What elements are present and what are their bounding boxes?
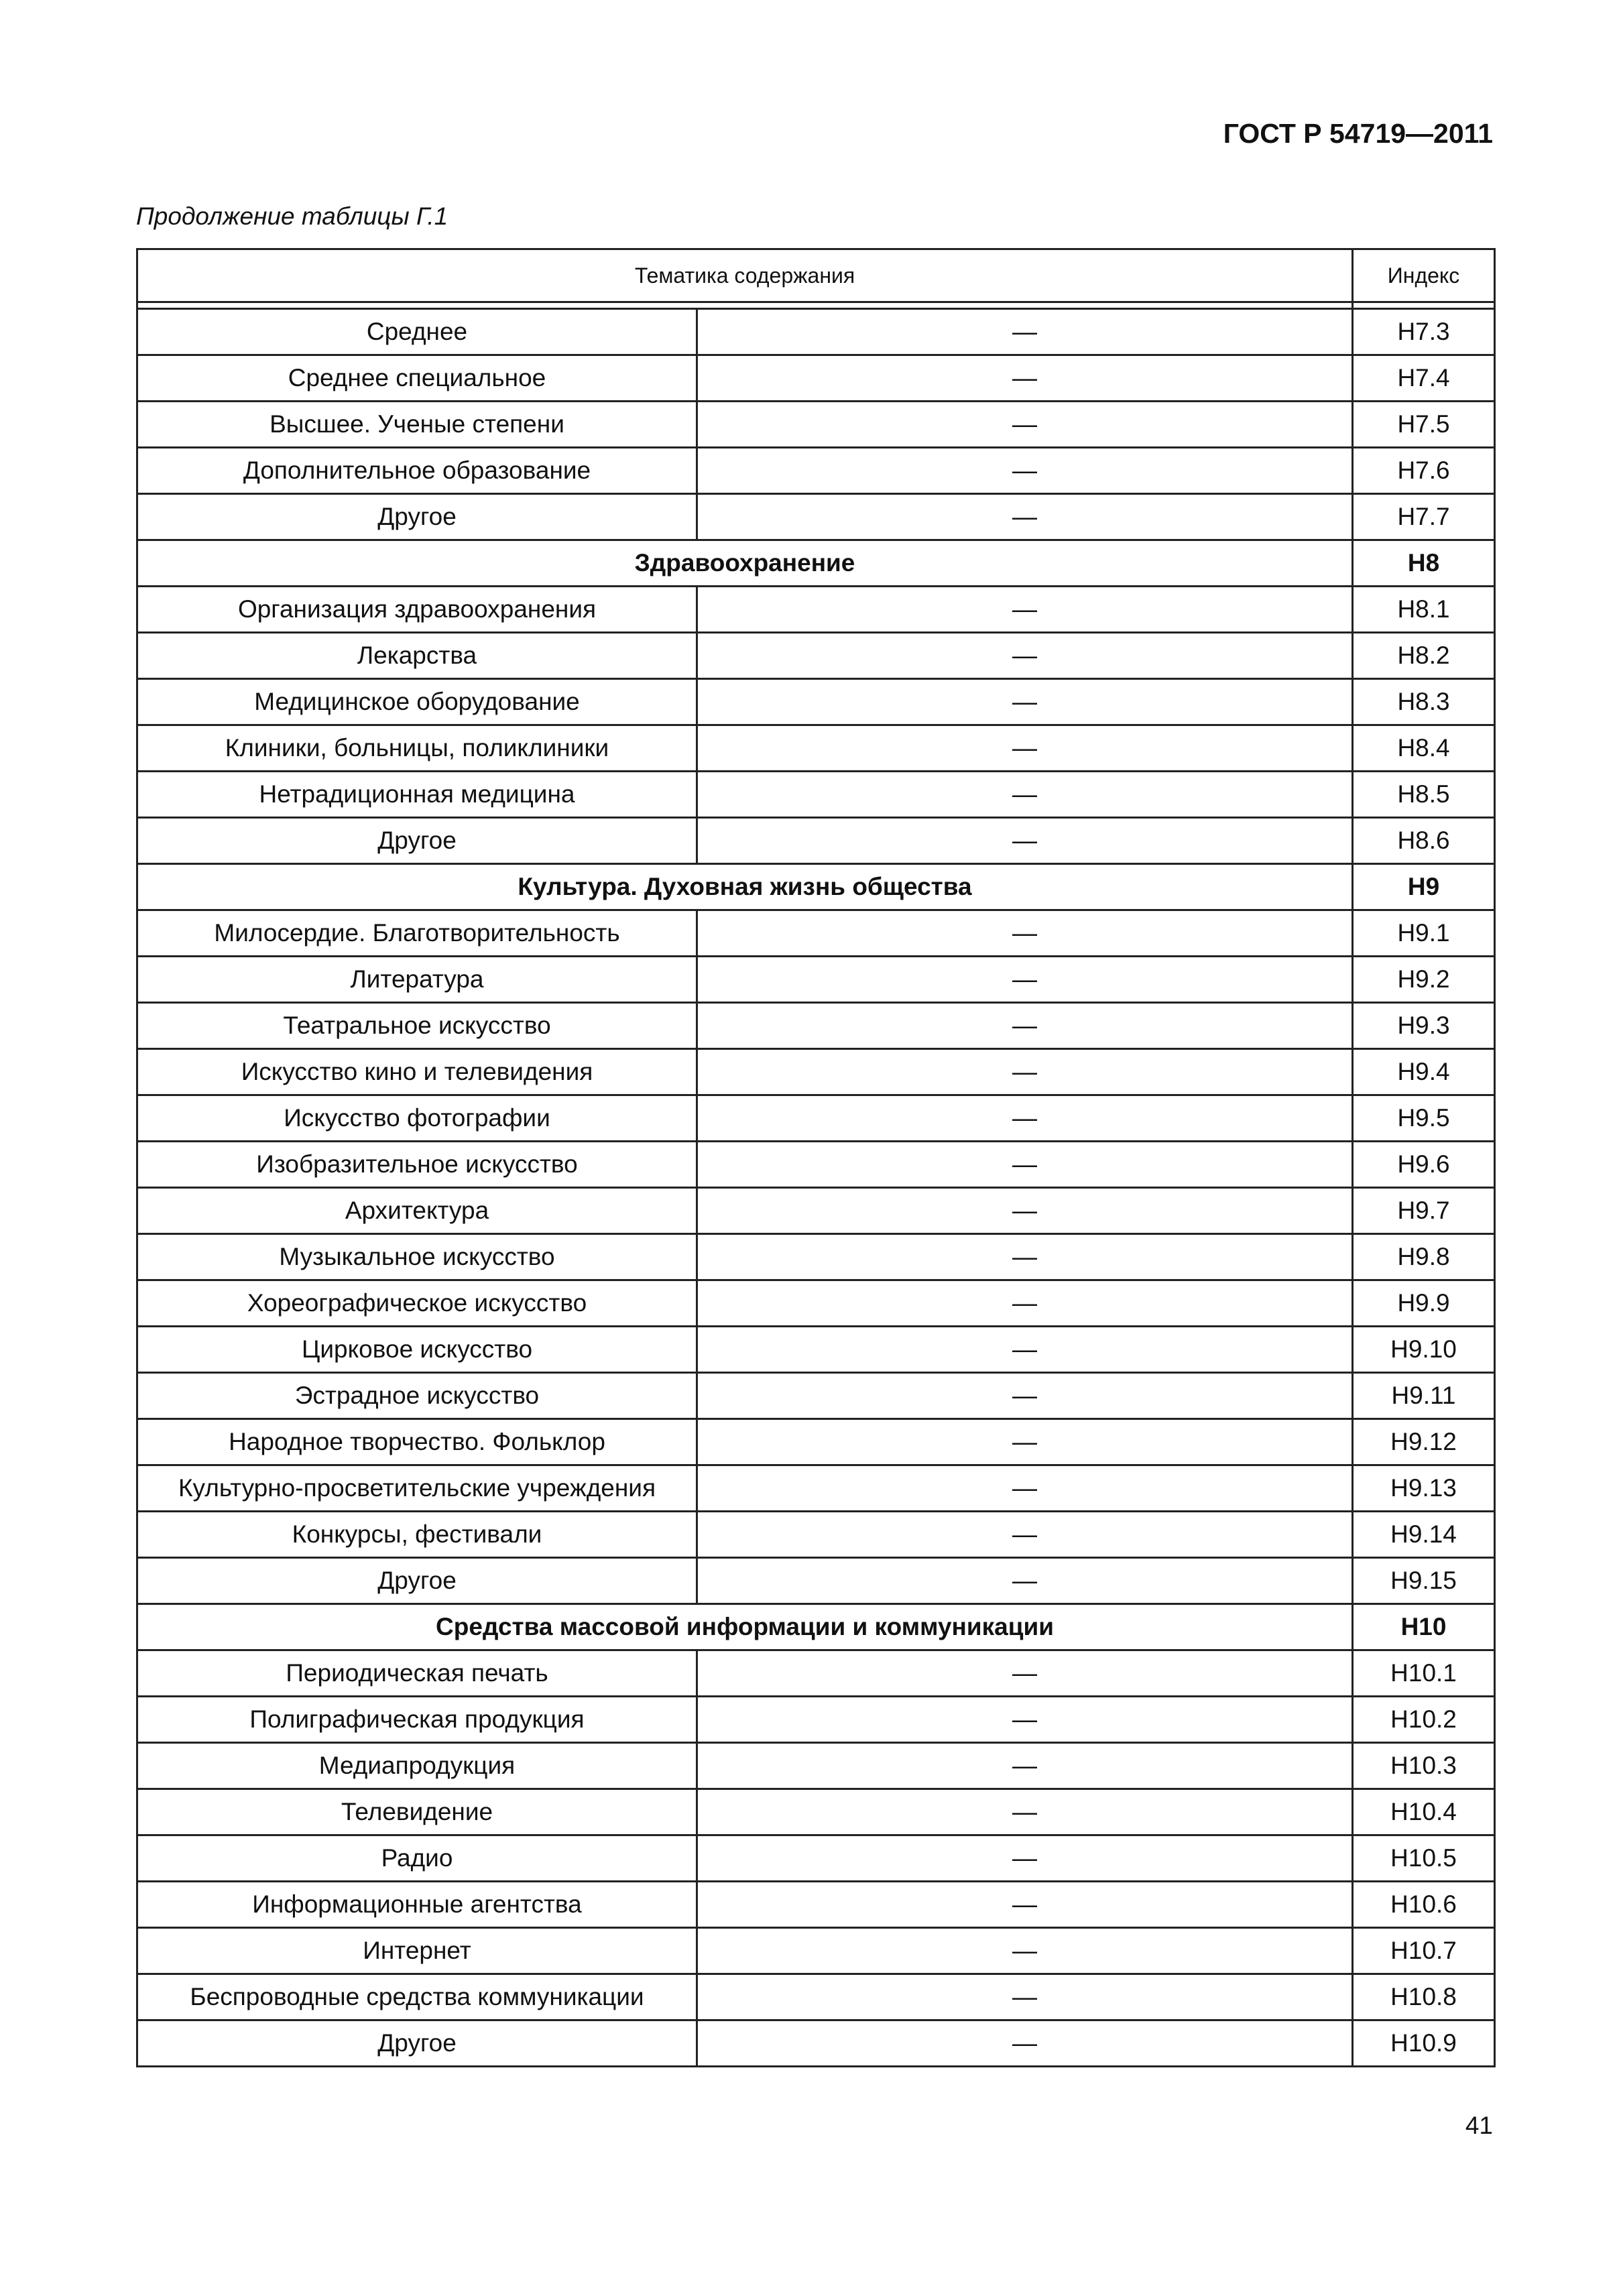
dash-cell: — bbox=[697, 633, 1353, 679]
index-cell: H9.9 bbox=[1353, 1280, 1495, 1327]
column-header-topic: Тематика содержания bbox=[137, 249, 1353, 302]
index-cell: H9.12 bbox=[1353, 1419, 1495, 1465]
table-row bbox=[137, 1049, 1495, 1095]
section-title: Здравоохранение bbox=[137, 540, 1353, 587]
table-row bbox=[137, 1697, 1495, 1743]
section-index: H10 bbox=[1353, 1604, 1495, 1650]
table-row bbox=[137, 1095, 1495, 1142]
dash-cell: — bbox=[697, 1095, 1353, 1142]
table-row bbox=[137, 725, 1495, 772]
dash-cell: — bbox=[697, 1697, 1353, 1743]
topic-cell: Другое bbox=[137, 1558, 697, 1604]
topic-cell: Полиграфическая продукция bbox=[137, 1697, 697, 1743]
dash-cell: — bbox=[697, 957, 1353, 1003]
table-row bbox=[137, 2020, 1495, 2067]
dash-cell: — bbox=[697, 1280, 1353, 1327]
table-row bbox=[137, 1882, 1495, 1928]
table-row bbox=[137, 402, 1495, 448]
table-row bbox=[137, 1280, 1495, 1327]
section-index: H8 bbox=[1353, 540, 1495, 587]
dash-cell: — bbox=[697, 1974, 1353, 2020]
index-cell: H10.2 bbox=[1353, 1697, 1495, 1743]
index-cell: H10.4 bbox=[1353, 1789, 1495, 1835]
dash-cell: — bbox=[697, 679, 1353, 725]
topic-cell: Театральное искусство bbox=[137, 1003, 697, 1049]
topic-cell: Медицинское оборудование bbox=[137, 679, 697, 725]
topic-cell: Эстрадное искусство bbox=[137, 1373, 697, 1419]
topic-cell: Другое bbox=[137, 818, 697, 864]
dash-cell: — bbox=[697, 1188, 1353, 1234]
table-row bbox=[137, 633, 1495, 679]
table-header-row bbox=[137, 249, 1495, 302]
index-cell: H9.6 bbox=[1353, 1142, 1495, 1188]
table-row bbox=[137, 1142, 1495, 1188]
index-cell: H8.4 bbox=[1353, 725, 1495, 772]
dash-cell: — bbox=[697, 1789, 1353, 1835]
topic-cell: Народное творчество. Фольклор bbox=[137, 1419, 697, 1465]
table-row bbox=[137, 1234, 1495, 1280]
dash-cell: — bbox=[697, 355, 1353, 402]
dash-cell: — bbox=[697, 1558, 1353, 1604]
topic-cell: Музыкальное искусство bbox=[137, 1234, 697, 1280]
dash-cell: — bbox=[697, 1373, 1353, 1419]
header-separator-cell bbox=[1353, 302, 1495, 309]
index-cell: H8.6 bbox=[1353, 818, 1495, 864]
topic-cell: Другое bbox=[137, 494, 697, 540]
dash-cell: — bbox=[697, 2020, 1353, 2067]
dash-cell: — bbox=[697, 1049, 1353, 1095]
topic-cell: Литература bbox=[137, 957, 697, 1003]
table-row bbox=[137, 1789, 1495, 1835]
dash-cell: — bbox=[697, 1234, 1353, 1280]
topic-cell: Хореографическое искусство bbox=[137, 1280, 697, 1327]
index-cell: H9.1 bbox=[1353, 910, 1495, 957]
dash-cell: — bbox=[697, 1882, 1353, 1928]
table-row bbox=[137, 309, 1495, 355]
table-row bbox=[137, 1835, 1495, 1882]
index-cell: H8.1 bbox=[1353, 587, 1495, 633]
index-cell: H10.5 bbox=[1353, 1835, 1495, 1882]
index-cell: H8.3 bbox=[1353, 679, 1495, 725]
index-cell: H7.3 bbox=[1353, 309, 1495, 355]
table-row bbox=[137, 1373, 1495, 1419]
index-cell: H10.1 bbox=[1353, 1650, 1495, 1697]
section-row bbox=[137, 1604, 1495, 1650]
topic-cell: Среднее специальное bbox=[137, 355, 697, 402]
index-cell: H9.15 bbox=[1353, 1558, 1495, 1604]
table-row bbox=[137, 910, 1495, 957]
topic-cell: Искусство фотографии bbox=[137, 1095, 697, 1142]
section-row bbox=[137, 540, 1495, 587]
dash-cell: — bbox=[697, 402, 1353, 448]
page-number: 41 bbox=[1465, 2112, 1493, 2139]
index-cell: H10.3 bbox=[1353, 1743, 1495, 1789]
index-cell: H10.9 bbox=[1353, 2020, 1495, 2067]
topic-cell: Изобразительное искусство bbox=[137, 1142, 697, 1188]
table-row bbox=[137, 1327, 1495, 1373]
table-row bbox=[137, 1974, 1495, 2020]
index-cell: H9.5 bbox=[1353, 1095, 1495, 1142]
table-row bbox=[137, 1650, 1495, 1697]
topic-cell: Клиники, больницы, поликлиники bbox=[137, 725, 697, 772]
page-header: ГОСТ Р 54719—2011 bbox=[1223, 118, 1493, 149]
index-cell: H10.8 bbox=[1353, 1974, 1495, 2020]
classification-table bbox=[136, 248, 1496, 2067]
table-row bbox=[137, 1188, 1495, 1234]
table-row bbox=[137, 772, 1495, 818]
index-cell: H9.7 bbox=[1353, 1188, 1495, 1234]
topic-cell: Радио bbox=[137, 1835, 697, 1882]
topic-cell: Среднее bbox=[137, 309, 697, 355]
topic-cell: Периодическая печать bbox=[137, 1650, 697, 1697]
table-row bbox=[137, 587, 1495, 633]
index-cell: H7.6 bbox=[1353, 448, 1495, 494]
section-row bbox=[137, 864, 1495, 910]
topic-cell: Дополнительное образование bbox=[137, 448, 697, 494]
topic-cell: Нетрадиционная медицина bbox=[137, 772, 697, 818]
topic-cell: Интернет bbox=[137, 1928, 697, 1974]
index-cell: H9.3 bbox=[1353, 1003, 1495, 1049]
index-cell: H10.7 bbox=[1353, 1928, 1495, 1974]
table-row bbox=[137, 1928, 1495, 1974]
topic-cell: Искусство кино и телевидения bbox=[137, 1049, 697, 1095]
index-cell: H9.10 bbox=[1353, 1327, 1495, 1373]
table-row bbox=[137, 1419, 1495, 1465]
section-index: H9 bbox=[1353, 864, 1495, 910]
table-row bbox=[137, 1003, 1495, 1049]
dash-cell: — bbox=[697, 1743, 1353, 1789]
dash-cell: — bbox=[697, 1419, 1353, 1465]
topic-cell: Телевидение bbox=[137, 1789, 697, 1835]
dash-cell: — bbox=[697, 494, 1353, 540]
topic-cell: Медиапродукция bbox=[137, 1743, 697, 1789]
table-row bbox=[137, 448, 1495, 494]
dash-cell: — bbox=[697, 1327, 1353, 1373]
topic-cell: Организация здравоохранения bbox=[137, 587, 697, 633]
index-cell: H7.7 bbox=[1353, 494, 1495, 540]
dash-cell: — bbox=[697, 772, 1353, 818]
header-separator-cell bbox=[137, 302, 1353, 309]
table-row bbox=[137, 494, 1495, 540]
dash-cell: — bbox=[697, 1928, 1353, 1974]
table-row bbox=[137, 355, 1495, 402]
header-separator bbox=[137, 302, 1495, 309]
table-row bbox=[137, 818, 1495, 864]
table-row bbox=[137, 1558, 1495, 1604]
dash-cell: — bbox=[697, 1512, 1353, 1558]
index-cell: H9.2 bbox=[1353, 957, 1495, 1003]
dash-cell: — bbox=[697, 910, 1353, 957]
index-cell: H9.13 bbox=[1353, 1465, 1495, 1512]
dash-cell: — bbox=[697, 1142, 1353, 1188]
index-cell: H7.4 bbox=[1353, 355, 1495, 402]
index-cell: H7.5 bbox=[1353, 402, 1495, 448]
index-cell: H10.6 bbox=[1353, 1882, 1495, 1928]
index-cell: H9.8 bbox=[1353, 1234, 1495, 1280]
topic-cell: Лекарства bbox=[137, 633, 697, 679]
dash-cell: — bbox=[697, 587, 1353, 633]
dash-cell: — bbox=[697, 448, 1353, 494]
topic-cell: Архитектура bbox=[137, 1188, 697, 1234]
topic-cell: Конкурсы, фестивали bbox=[137, 1512, 697, 1558]
table-body bbox=[137, 249, 1495, 2067]
dash-cell: — bbox=[697, 1835, 1353, 1882]
dash-cell: — bbox=[697, 1465, 1353, 1512]
dash-cell: — bbox=[697, 725, 1353, 772]
table-row bbox=[137, 1465, 1495, 1512]
table-caption: Продолжение таблицы Г.1 bbox=[136, 202, 448, 230]
topic-cell: Милосердие. Благотворительность bbox=[137, 910, 697, 957]
dash-cell: — bbox=[697, 1003, 1353, 1049]
table-row bbox=[137, 1743, 1495, 1789]
topic-cell: Культурно-просветительские учреждения bbox=[137, 1465, 697, 1512]
topic-cell: Беспроводные средства коммуникации bbox=[137, 1974, 697, 2020]
column-header-index: Индекс bbox=[1353, 249, 1495, 302]
table-row bbox=[137, 679, 1495, 725]
dash-cell: — bbox=[697, 818, 1353, 864]
index-cell: H8.5 bbox=[1353, 772, 1495, 818]
topic-cell: Цирковое искусство bbox=[137, 1327, 697, 1373]
section-title: Средства массовой информации и коммуникации bbox=[137, 1604, 1353, 1650]
table-row bbox=[137, 957, 1495, 1003]
index-cell: H9.4 bbox=[1353, 1049, 1495, 1095]
dash-cell: — bbox=[697, 309, 1353, 355]
index-cell: H8.2 bbox=[1353, 633, 1495, 679]
index-cell: H9.14 bbox=[1353, 1512, 1495, 1558]
section-title: Культура. Духовная жизнь общества bbox=[137, 864, 1353, 910]
topic-cell: Другое bbox=[137, 2020, 697, 2067]
dash-cell: — bbox=[697, 1650, 1353, 1697]
table-row bbox=[137, 1512, 1495, 1558]
topic-cell: Информационные агентства bbox=[137, 1882, 697, 1928]
index-cell: H9.11 bbox=[1353, 1373, 1495, 1419]
topic-cell: Высшее. Ученые степени bbox=[137, 402, 697, 448]
